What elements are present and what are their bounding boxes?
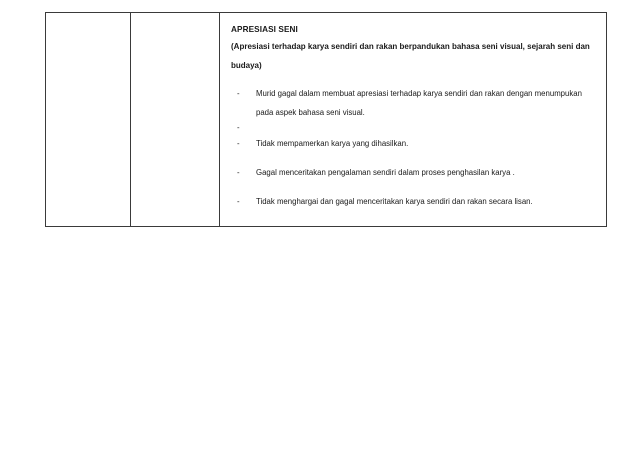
rubric-table xyxy=(45,12,607,227)
list-item xyxy=(231,163,598,182)
table-row xyxy=(46,13,607,227)
bullet-dash: - xyxy=(237,197,240,206)
section-title: APRESIASI SENI xyxy=(231,25,298,34)
list-item-text: Tidak menghargai dan gagal menceritakan karya sendiri dan rakan secara lisan. xyxy=(256,197,533,206)
criteria-list xyxy=(231,84,598,211)
list-item xyxy=(231,192,598,211)
list-item xyxy=(231,134,598,153)
section-subtitle: (Apresiasi terhadap karya sendiri dan rakan berpandukan bahasa seni visual, sejarah seni dan budaya) xyxy=(231,42,590,70)
empty-cell-2 xyxy=(131,13,220,227)
list-item xyxy=(231,84,598,122)
bullet-dash: - xyxy=(237,89,240,98)
empty-cell-1 xyxy=(46,13,131,227)
list-item xyxy=(231,122,598,134)
list-item-text: Murid gagal dalam membuat apresiasi terhadap karya sendiri dan rakan dengan menumpukan pada aspek bahasa seni visual. xyxy=(256,89,582,117)
bullet-dash: - xyxy=(237,168,240,177)
descriptor-cell xyxy=(220,13,607,227)
bullet-dash: - xyxy=(237,123,240,132)
list-item-text: Tidak mempamerkan karya yang dihasilkan. xyxy=(256,139,409,148)
bullet-dash: - xyxy=(237,139,240,148)
list-item-text: Gagal menceritakan pengalaman sendiri dalam proses penghasilan karya . xyxy=(256,168,515,177)
